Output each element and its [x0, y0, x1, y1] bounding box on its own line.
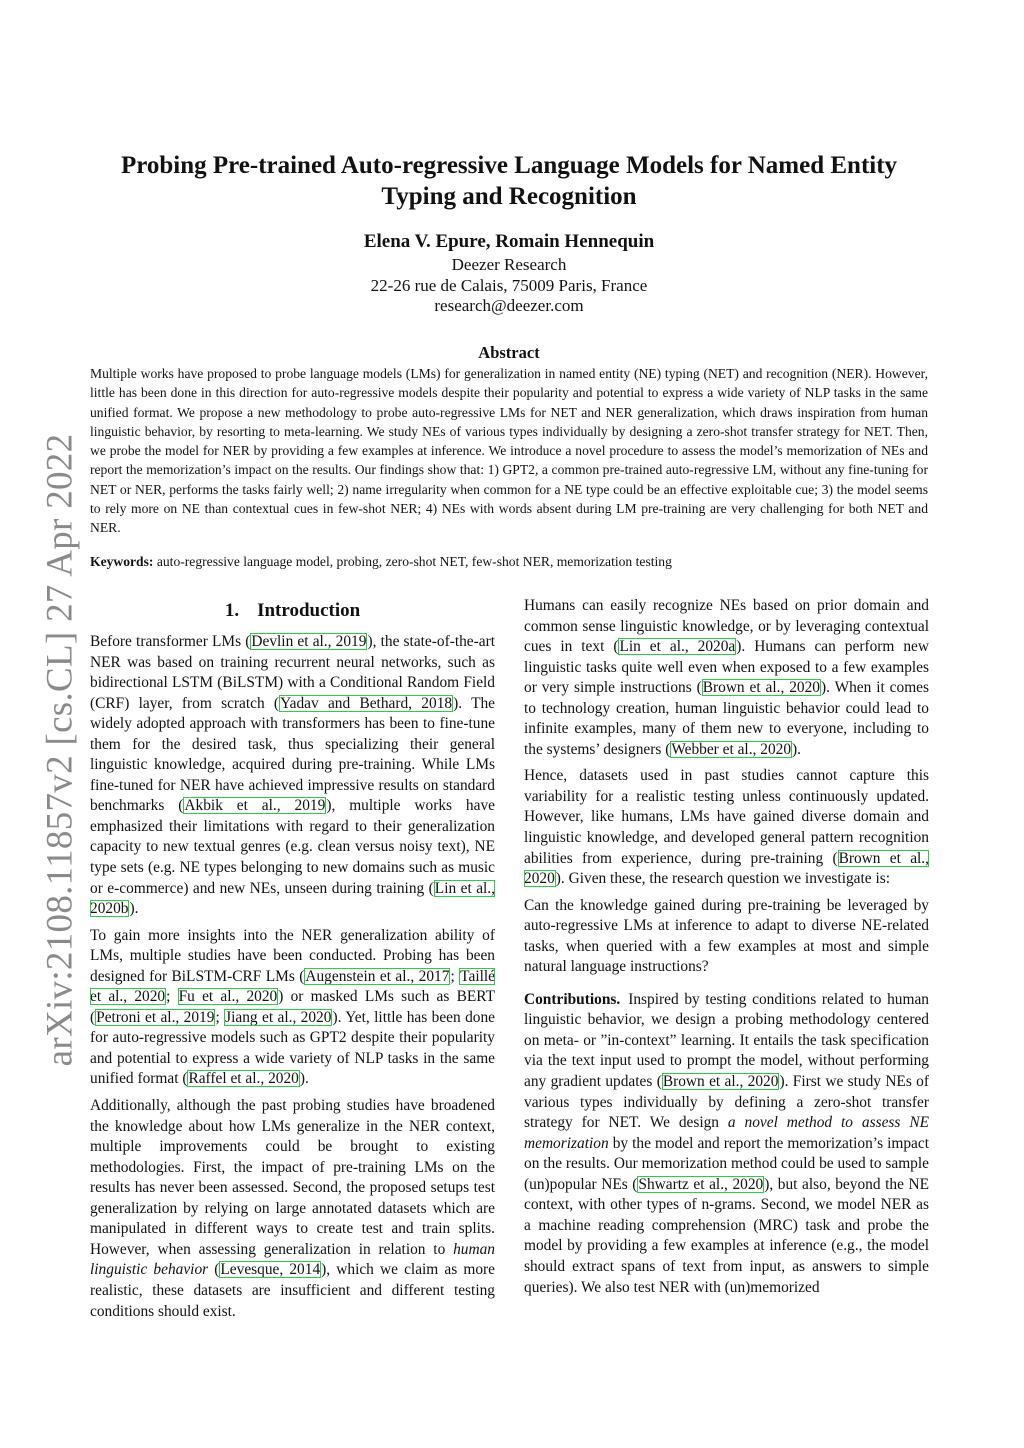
keywords — [90, 552, 928, 571]
title-line-2: Typing and Recognition — [381, 183, 637, 210]
citation-link[interactable]: Lin et al., 2020b — [90, 879, 495, 918]
paragraph: To gain more insights into the NER generalization ability of LMs, multiple studies have been conducted. Probing has been designed for BiLSTM-CRF LMs (Augenstein et al., 2017; Taillé et al., 2020; Fu et al., 2020) or masked LMs such as BERT (Petroni et al., 2019; Jiang et al., 2020). Yet, little has been done for auto-regressive models such as GPT2 despite their popularity and potential to express a wide variety of NLP tasks in the same unified format (Raffel et al., 2020). — [90, 926, 496, 1088]
paragraph: Before transformer LMs (Devlin et al., 2019), the state-of-the-art NER was based on training recurrent neural networks, such as bidirectional LSTM (BiLSTM) with a Conditional Random Field (CRF) layer, from scratch (Yadav and Bethard, 2018). The widely adopted approach with transformers has been to fine-tune them for the desired task, thus specializing their general linguistic knowledge, acquired during pre-training. While LMs fine-tuned for NER have achieved impressive results on standard benchmarks (Akbik et al., 2019), multiple works have emphasized their limitations with regard to their generalization capacity to new textual genres (e.g. clean versus noisy text), NE type sets (e.g. NE types belonging to new domains such as music or e-commerce) and new NEs, unseen during training (Lin et al., 2020b). — [90, 633, 495, 918]
citation-link[interactable]: Fu et al., 2020 — [178, 988, 278, 1006]
citation-link[interactable]: Yadav and Bethard, 2018 — [280, 694, 453, 712]
arxiv-identifier: arXiv:2108.11857v2 [cs.CL] 27 Apr 2022 — [39, 433, 81, 1067]
citation-link[interactable]: Shwartz et al., 2020 — [638, 1175, 764, 1193]
contributions-label: Contributions. — [524, 990, 621, 1008]
right-column — [524, 596, 929, 1304]
abstract-body: Multiple works have proposed to probe language models (LMs) for generalization in named entity (NE) typing (NET) and recognition (NER). However, little has been done in this direction for auto-regressive models despite their popularity and potential to express a wide variety of NLP tasks in the same unified format. We propose a new methodology to probe auto-regressive LMs for NET and NER generalization, which draws inspiration from human linguistic behavior, by resorting to meta-learning. We study NEs of various types individually by designing a zero-shot transfer strategy for NET. Then, we probe the model for NER by providing a few examples at inference. We introduce a novel procedure to assess the model’s memorization of NEs and report the memorization’s impact on the results. Our findings show that: 1) GPT2, a common pre-trained auto-regressive LM, without any fine-tuning for NET or NER, performs the tasks fairly well; 2) name irregularity when common for a NE type could be an effective exploitable cue; 3) the model seems to rely more on NE than contextual cues in few-shot NER; 4) NEs with words absent during LM pre-training are very challenging for both NET and NER. — [90, 366, 928, 536]
address: 22-26 rue de Calais, 75009 Paris, France — [370, 275, 648, 295]
keywords-label: Keywords: — [90, 554, 154, 569]
citation-link[interactable]: Lin et al., 2020a — [619, 638, 736, 656]
citation-link[interactable]: Akbik et al., 2019 — [184, 797, 326, 815]
left-column — [90, 596, 495, 1328]
paper-title — [90, 150, 928, 212]
paragraph: Humans can easily recognize NEs based on prior domain and common sense linguistic knowledge, or by leveraging contextual cues in text (Lin et al., 2020a). Humans can perform new linguistic tasks quite well even when exposed to a few examples or very simple instructions (Brown et al., 2020). When it comes to technology creation, human linguistic behavior could lead to infinite examples, many of them new to everyone, including to the systems’ designers (Webber et al., 2020). — [524, 597, 929, 758]
paragraph: Hence, datasets used in past studies cannot capture this variability for a realistic testing unless continuously updated. However, like humans, LMs have gained diverse domain and linguistic knowledge, and developed general pattern recognition abilities from experience, during pre-training (Brown et al., 2020). Given these, the research question we investigate is: — [524, 767, 929, 888]
affiliation: Deezer Research — [451, 255, 567, 274]
section-title: Introduction — [257, 600, 361, 621]
section-heading — [90, 599, 495, 623]
citation-link[interactable]: Brown et al., 2020 — [702, 679, 820, 697]
paragraph: Contributions. Inspired by testing conditions related to human linguistic behavior, we design a probing methodology centered on meta- or ”in-context” learning. It entails the task specification via the text input used to prompt the model, without performing any gradient updates (Brown et al., 2020). First we study NEs of various types individually by defining a zero-shot transfer strategy for NET. We design a novel method to assess NE memorization by the model and report the memorization’s impact on the results. Our memorization method could be used to sample (un)popular NEs (Shwartz et al., 2020), but also, beyond the NE context, with other types of n-grams. Second, we model NER as a machine reading comprehension (MRC) task and probe the model by providing a few examples at inference (e.g., the model should extract spans of text from input, as answers to simple queries). We also test NER with (un)memorized — [524, 990, 929, 1296]
citation-link[interactable]: Augenstein et al., 2017 — [305, 967, 450, 985]
citation-link[interactable]: Brown et al., 2020 — [524, 849, 929, 888]
citation-link[interactable]: Petroni et al., 2019 — [96, 1008, 215, 1026]
author-names: Elena V. Epure, Romain Hennequin — [363, 231, 655, 252]
citation-link[interactable]: Jiang et al., 2020 — [225, 1008, 332, 1026]
research-question: Can the knowledge gained during pre-training be leveraged by auto-regressive LMs at inference to adapt to diverse NE-related tasks, when queried with a few examples at most and simple natural language instructions? — [524, 896, 929, 976]
section-number: 1. — [224, 600, 240, 621]
citation-link[interactable]: Taillé et al., 2020 — [90, 967, 495, 1006]
title-line-1: Probing Pre-trained Auto-regressive Language Models for Named Entity — [120, 152, 898, 179]
citation-link[interactable]: Brown et al., 2020 — [662, 1073, 779, 1091]
citation-link[interactable]: Raffel et al., 2020 — [188, 1070, 299, 1088]
citation-link[interactable]: Devlin et al., 2019 — [251, 633, 367, 650]
email: research@deezer.com — [434, 296, 584, 315]
paragraph: Additionally, although the past probing studies have broadened the knowledge about how LMs generalize in the NER context, multiple improvements could be brought to existing methodologies. First, the impact of pre-training LMs on the results has never been assessed. Second, the proposed setups test generalization by relying on large annotated datasets which are manipulated in different ways to create test and train splits. However, when assessing generalization in relation to human linguistic behavior (Levesque, 2014), which we claim as more realistic, these datasets are insufficient and different testing conditions should exist. — [90, 1097, 495, 1320]
citation-link[interactable]: Webber et al., 2020 — [671, 740, 792, 758]
keywords-list: auto-regressive language model, probing, zero-shot NET, few-shot NER, memorization testing — [156, 554, 672, 569]
abstract-heading: Abstract — [478, 343, 540, 362]
author-block — [90, 230, 928, 317]
citation-link[interactable]: Levesque, 2014 — [220, 1261, 321, 1279]
